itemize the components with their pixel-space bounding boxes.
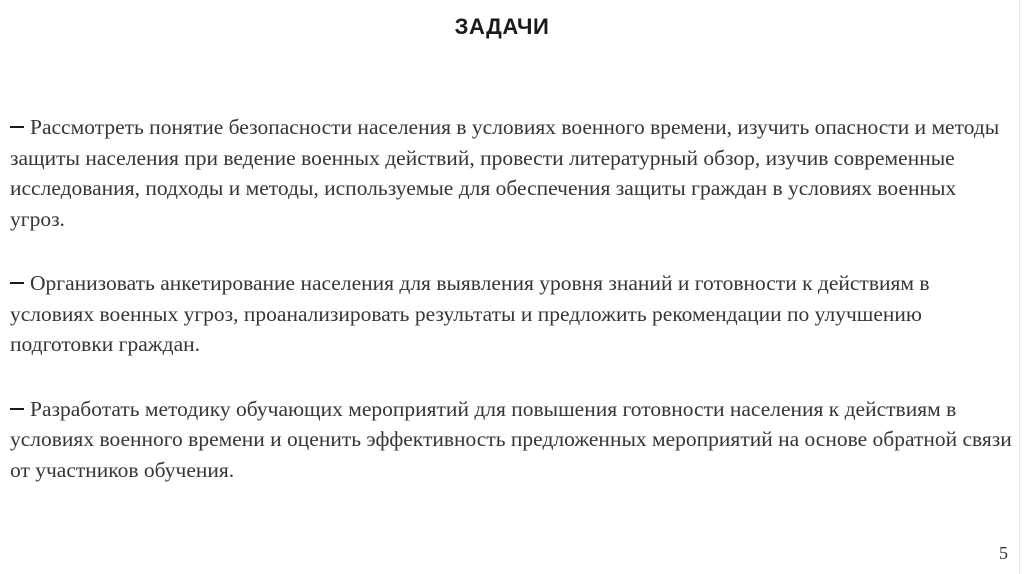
dash-bullet-icon: [10, 408, 24, 410]
task-text: Организовать анкетирование населения для выявления уровня знаний и готовности к действиям в условиях военных угроз, проанализировать результаты и предложить рекомендации по улучшению подготовки граждан.: [10, 271, 930, 356]
dash-bullet-icon: [10, 282, 24, 284]
task-item: [10, 112, 1014, 234]
slide-title: ЗАДАЧИ: [454, 14, 550, 39]
dash-bullet-icon: [10, 126, 24, 128]
task-item: [10, 268, 1014, 360]
task-text: Рассмотреть понятие безопасности населения в условиях военного времени, изучить опасности и методы защиты населения при ведение военных действий, провести литературный обзор, изучив современные исследования, подходы и методы, используемые для обеспечения защиты граждан в условиях военных угроз.: [10, 115, 1000, 231]
task-list: [10, 112, 1014, 519]
task-text: Разработать методику обучающих мероприятий для повышения готовности населения к действиям в условиях военного времени и оценить эффективность предложенных мероприятий на основе обратной связи от участников обучения.: [10, 396, 1012, 482]
page-number: 5: [999, 543, 1008, 563]
slide-edge-divider: [1019, 0, 1020, 574]
task-item: [10, 394, 1014, 486]
